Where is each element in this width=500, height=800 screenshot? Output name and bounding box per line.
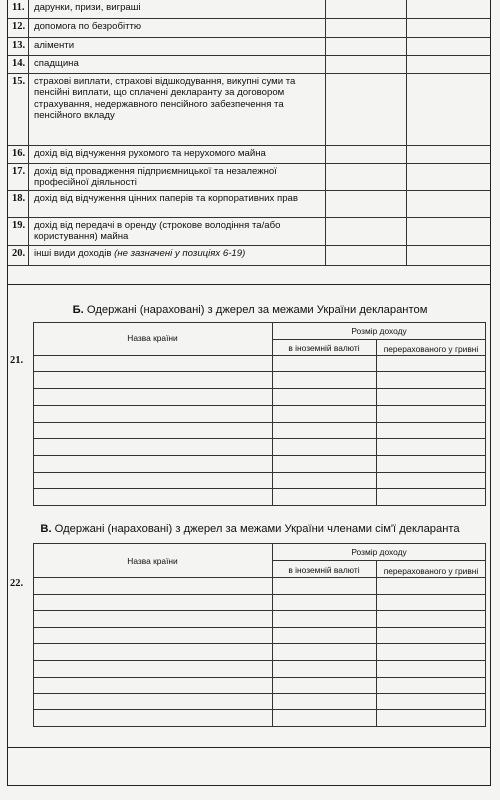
row-label: дохід від провадження підприємницької та незалежної професійної діяльності (34, 166, 277, 189)
table-c-row-line (33, 627, 486, 628)
row-number: 13. (12, 40, 26, 51)
section-separator (7, 284, 491, 285)
income-row-16 (8, 146, 490, 164)
bottom-separator (7, 747, 491, 748)
row-number: 16. (12, 148, 26, 159)
table-b-row-line (33, 455, 486, 456)
row-label: дохід від передачі в оренду (строкове володіння та/або користування) майна (34, 220, 281, 243)
row-number: 20. (12, 248, 26, 259)
income-row-20 (8, 246, 490, 266)
col-divider-num (28, 0, 29, 266)
table-c-col-uah: перерахованого у гривні (383, 566, 479, 576)
table-c-row-line (33, 594, 486, 595)
row-number: 15. (12, 76, 26, 87)
row-label: дохід від відчуження рухомого та нерухомого майна (34, 148, 266, 159)
table-c-row-line (33, 677, 486, 678)
table-b-col-foreign: в іноземній валюті (288, 343, 360, 353)
row-label: дарунки, призи, виграші (34, 2, 141, 13)
table-c-row-line (33, 709, 486, 710)
table-c-bottom (33, 726, 486, 727)
row-number: 18. (12, 193, 26, 204)
row-label: страхові виплати, страхові відшкодування, викупні суми та пенсійні виплати, що сплачені декларанту за договором страхування, недержавного пенсійного забезпечення та пенсійного вкладу (34, 76, 296, 122)
table-b-col-amount: Розмір доходу (351, 326, 407, 336)
income-row-13 (8, 38, 490, 56)
table-b-header-bottom (33, 355, 486, 356)
row-number: 11. (12, 2, 25, 13)
table-c-row-line (33, 643, 486, 644)
row-label: допомога по безробіттю (34, 21, 142, 32)
table-b-bottom (33, 505, 486, 506)
frame-right (490, 0, 491, 786)
income-row-19 (8, 218, 490, 246)
table-b-row-line (33, 438, 486, 439)
table-b-row-line (33, 422, 486, 423)
table-c-top (33, 543, 486, 544)
row-number: 19. (12, 220, 26, 231)
section-b-title-text: Одержані (нараховані) з джерел за межами України декларантом (86, 304, 428, 316)
frame-bottom (7, 785, 491, 786)
table-c-row-line (33, 693, 486, 694)
row-label: аліменти (34, 40, 75, 51)
section-c-letter: В. (40, 523, 52, 535)
row-label-main: інші види доходів (34, 248, 112, 259)
col-divider-amount (406, 0, 407, 266)
table-c-left (33, 543, 34, 726)
table-c-col-amount: Розмір доходу (351, 547, 407, 557)
table-c-header-bottom (33, 577, 486, 578)
income-row-11 (8, 0, 490, 19)
table-b-row-line (33, 388, 486, 389)
section-b-title (0, 304, 500, 316)
income-row-15 (8, 74, 490, 146)
table-c-subheader-line (272, 560, 486, 561)
table-c-col-country: Назва країни (127, 556, 178, 566)
income-row-17 (8, 164, 490, 191)
table-b-col-country: Назва країни (127, 333, 178, 343)
row-label: спадщина (34, 58, 79, 69)
table-c-row-line (33, 610, 486, 611)
section-b-letter: Б. (72, 304, 84, 316)
row-number: 17. (12, 166, 26, 177)
col-divider-label (325, 0, 326, 266)
table-b-col-uah: перерахованого у гривні (383, 344, 479, 354)
table-c-col-foreign: в іноземній валюті (288, 565, 360, 575)
table-b-top (33, 322, 486, 323)
table-c-row-line (33, 660, 486, 661)
table-b-left (33, 322, 34, 505)
income-row-18 (8, 191, 490, 218)
income-row-14 (8, 56, 490, 74)
section-c-title-text: Одержані (нараховані) з джерел за межами України членами сім'ї декларанта (54, 523, 460, 535)
row-label-note: (не зазначені у позиціях 6-19) (114, 248, 246, 259)
table-b-row-line (33, 472, 486, 473)
table-b-subheader-line (272, 339, 486, 340)
table-b-row-line (33, 405, 486, 406)
row-label: дохід від відчуження цінних паперів та корпоративних прав (34, 193, 298, 204)
row-number: 12. (12, 21, 26, 32)
section-c-number: 22. (10, 578, 24, 589)
row-number: 14. (12, 58, 26, 69)
income-row-12 (8, 19, 490, 38)
row-label (34, 248, 354, 259)
table-b-row-line (33, 371, 486, 372)
section-b-number: 21. (10, 355, 24, 366)
table-b-row-line (33, 488, 486, 489)
section-c-title (0, 523, 500, 535)
